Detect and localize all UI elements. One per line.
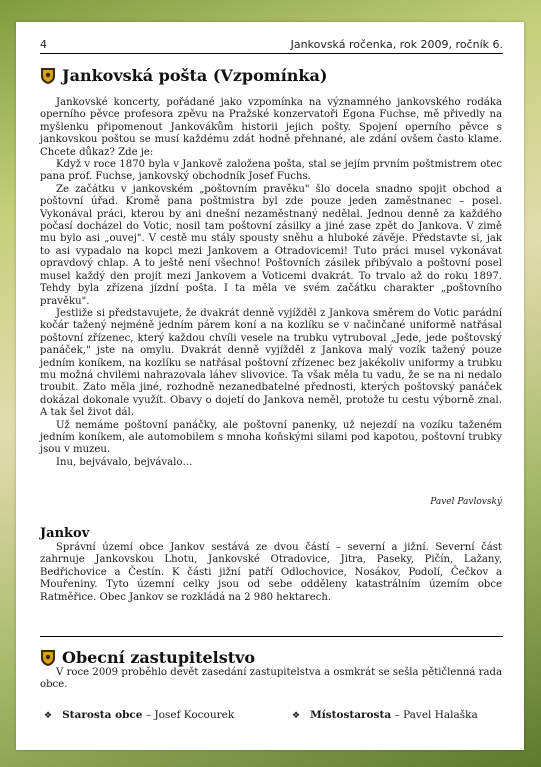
coat-of-arms-icon [40,67,56,85]
article-title-zastupitelstvo [40,648,255,667]
coat-of-arms-icon [40,649,56,667]
article-body [40,542,502,604]
official-name: Pavel Halaška [403,709,478,721]
official-role: Starosta obce [62,709,143,721]
paragraph: Inu, bejvávalo, bejvávalo… [56,456,193,468]
official-deputy-mayor [292,709,478,721]
paragraph: Správní území obce Jankov sestává ze dvou částí – severní a jižní. Severní část zahrnuje Jankovskou Lhotu, Jankovské Otradovice, Jitra, Paseky, Pičín, Lažany, Bedřichovice a Čestín. K části jižní patří Odlochovice, Nosákov, Podolí, Čečkov a Mouřeniny. Tyto územní celky jsou od sebe odděleny katastrálním územím obce Ratměřice. Obec Jankov se rozkládá na 2 980 hektarech. [40,542,502,603]
paragraph: Ze začátku v jankovském „poštovním pravěku" šlo docela snadno spojit obchod a poštovní úřad. Kromě pana poštmistra byl zde pouze jeden zaměstnanec – posel. Vykonával práci, kterou by ani dnešní nezaměstnaný nedělal. Jednou denně za každého počasí docházel do Votic, nosil tam poštovní zásilky a jiné zase zpět do Jankova. V zimě mu bylo asi „ouvej". V cestě mu stály spousty sněhu a hluboké závěje. Představte si, jak to asi vypadalo na kopci mezi Jankovem a Otradovicemi! Tuto práci musel vykonávat opravdový chlap. A to ještě není všechno! Poštovních zásilek přibývalo a poštovní posel musel každý den projít mezi Jankovem a Voticemi dvakrát. To trvalo až do roku 1897. Tehdy byla zřízena jízdní pošta. I ta měla ve svém začátku charakter „poštovního pravěku". [40,183,502,307]
article-body [40,97,502,469]
bullet-icon: ❖ [44,711,53,721]
bullet-icon: ❖ [292,711,301,721]
paragraph: V roce 2009 proběhlo devět zasedání zastupitelstva a osmkrát se sešla pětičlenná rada obce. [40,667,502,691]
official-role: Místostarosta [310,709,392,721]
running-title: Jankovská ročenka, rok 2009, ročník 6. [290,38,503,51]
article-title-jankov: Jankov [40,526,90,541]
separator: – [142,709,155,721]
paragraph: Jankovské koncerty, pořádané jako vzpomínka na významného jankovského rodáka operního pěvce profesora zpěvu na Pražské konzervatoři Egona Fuchse, mě přivedly na myšlenku připomenout Jankovákům historii jejich pošty. Spojení operního pěvce s jankovskou poštou se musí každému zdát hodně přehnané, ale zdání ovšem často klame. Chcete důkaz? Zde je: [40,97,502,158]
document-page [16,22,524,750]
paragraph: Jestliže si představujete, že dvakrát denně vyjížděl z Jankova směrem do Votic parádní kočár tažený nejméně jedním párem koní a na kozlíku se v načinčané uniformě natřásal poštovní zřízenec, který každou chvíli vesele na trubku vytruboval „Jede, jede poštovský panáček," jste na omylu. Dvakrát denně vyjížděl z Jankova malý vozík tažený pouze jedním koníkem, na kozlíku se natřásal poštovní zřízenec bez jakékoliv uniformy a trubku mu možná chvilemi nahrazovala láhev slivovice. Ta však měla tu vadu, že se na ni nedalo troubit. Zato měla jiné, rozhodně nezanedbatelné přednosti, kterých poštovský panáček dokázal dokonale využít. Obavy o dojetí do Jankova neměl, protože tu cestu výborně znal. A tak šel život dál. [40,307,502,419]
section-divider [40,636,503,637]
official-name: Josef Kocourek [154,709,235,721]
article-body [40,667,502,692]
official-mayor [44,709,234,721]
author-signature: Pavel Pavlovský [430,497,502,507]
page-number: 4 [40,38,47,51]
paragraph: Když v roce 1870 byla v Jankově založena pošta, stal se jejím prvním poštmistrem otec pana prof. Fuchse, jankovský obchodník Josef Fuchs. [40,159,502,183]
article-title-text: Jankovská pošta (Vzpomínka) [62,66,328,85]
article-title-jankovska-posta [40,66,327,85]
running-header [40,38,503,54]
article-title-text: Obecní zastupitelstvo [62,648,256,667]
paragraph: Už nemáme poštovní panáčky, ale poštovní panenky, už nejezdí na vozíku taženém jedním koníkem, ale automobilem s mnoha koňskými silami pod kapotou, poštovní trubky jsou v muzeu. [40,419,502,456]
separator: – [391,709,404,721]
